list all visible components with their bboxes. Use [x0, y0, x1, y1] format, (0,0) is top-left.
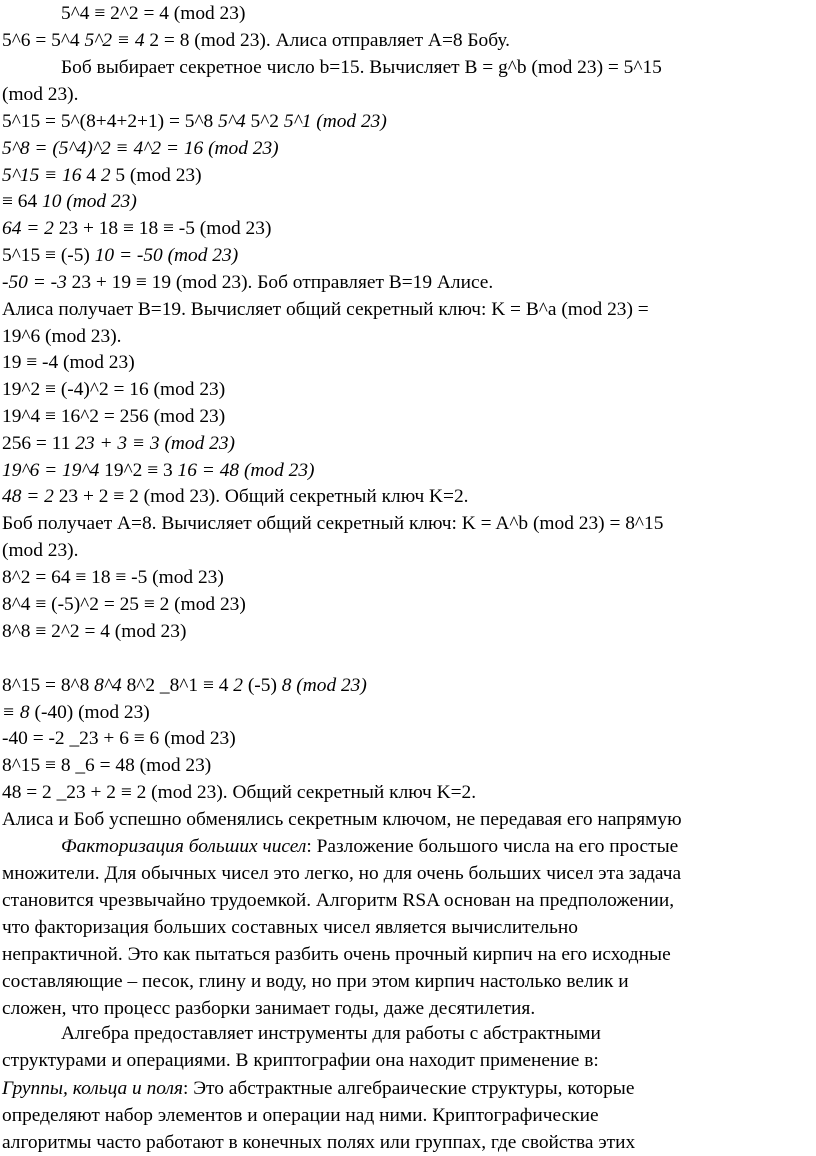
italic-text: -50 = -3 [2, 272, 72, 293]
italic-text: 2 [100, 165, 116, 186]
text-line [2, 376, 802, 403]
line-text: 48 = 2 _23 + 2 ≡ 2 (mod 23). Общий секретный ключ K=2. [2, 782, 477, 803]
line-text: (-40) (mod 23) [34, 702, 150, 723]
text-line [2, 860, 802, 887]
line-text: -40 = -2 _23 + 6 ≡ 6 (mod 23) [2, 728, 236, 749]
text-line [61, 833, 802, 860]
italic-text: 5^8 = (5^4)^2 ≡ 4^2 = 16 (mod 23) [2, 138, 279, 159]
line-text: 19^4 ≡ 16^2 = 256 (mod 23) [2, 406, 226, 427]
text-line [2, 349, 802, 376]
line-text: Алиса и Боб успешно обменялись секретным ключом, не передавая его напрямую [2, 809, 682, 830]
text-line [2, 323, 802, 350]
text-line [2, 672, 802, 699]
italic-text: 48 = 2 [2, 486, 59, 507]
text-line [2, 752, 802, 779]
italic-text: Факторизация больших чисел [61, 836, 307, 857]
line-text: 8^8 ≡ 2^2 = 4 (mod 23) [2, 621, 187, 642]
text-line [2, 135, 802, 162]
italic-text: 19^6 = 19^4 [2, 460, 105, 481]
italic-text: 8^4 [94, 675, 127, 696]
line-text: 8^2 = 64 ≡ 18 ≡ -5 (mod 23) [2, 567, 224, 588]
line-text: : Это абстрактные алгебраические структуры, которые [182, 1078, 635, 1099]
line-text: 23 + 19 ≡ 19 (mod 23). Боб отправляет B=19 Алисе. [71, 272, 494, 293]
text-line [2, 242, 802, 269]
text-line [2, 887, 802, 914]
line-text: Боб получает A=8. Вычисляет общий секретный ключ: K = A^b (mod 23) = 8^15 [2, 513, 664, 534]
line-text: сложен, что процесс разборки занимает годы, даже десятилетия. [2, 998, 536, 1019]
text-line [2, 941, 802, 968]
italic-text: 2 [233, 675, 248, 696]
text-line [2, 269, 802, 296]
text-line [2, 1102, 802, 1129]
line-text: 5^4 ≡ 2^2 = 4 (mod 23) [61, 3, 246, 24]
line-text: множители. Для обычных чисел это легко, но для очень больших чисел эта задача [2, 863, 682, 884]
text-line [2, 108, 802, 135]
line-text: определяют набор элементов и операции над ними. Криптографические [2, 1105, 599, 1126]
italic-text: ≡ 8 [2, 702, 35, 723]
text-line [2, 806, 802, 833]
line-text: (-5) [247, 675, 282, 696]
line-text: ≡ 64 [2, 191, 43, 212]
text-line [2, 779, 802, 806]
italic-text: 10 = -50 (mod 23) [94, 245, 239, 266]
italic-text: 5^4 [218, 111, 251, 132]
italic-text: 5^2 ≡ 4 [84, 30, 150, 51]
line-text: : Разложение большого числа на его простые [306, 836, 679, 857]
line-text: 23 + 2 ≡ 2 (mod 23). Общий секретный ключ K=2. [58, 486, 469, 507]
line-text: структурами и операциями. В криптографии она находит применение в: [2, 1050, 599, 1071]
line-text: 23 + 18 ≡ 18 ≡ -5 (mod 23) [58, 218, 272, 239]
line-text: 4 [86, 165, 101, 186]
text-line [2, 430, 802, 457]
line-text: 5^2 [250, 111, 284, 132]
text-line [2, 510, 802, 537]
text-line [2, 403, 802, 430]
line-text: Алиса получает B=19. Вычисляет общий секретный ключ: K = B^a (mod 23) = [2, 299, 649, 320]
line-text: становится чрезвычайно трудоемкой. Алгоритм RSA основан на предположении, [2, 890, 675, 911]
line-text: что факторизация больших составных чисел является вычислительно [2, 917, 578, 938]
line-text: 5^15 ≡ (-5) [2, 245, 95, 266]
italic-text: 23 + 3 ≡ 3 (mod 23) [75, 433, 235, 454]
line-text: Боб выбирает секретное число b=15. Вычисляет B = g^b (mod 23) = 5^15 [61, 57, 662, 78]
text-line [2, 1047, 802, 1074]
italic-text: 5^15 ≡ 16 [2, 165, 87, 186]
text-line [2, 699, 802, 726]
line-text: 19^6 (mod 23). [2, 326, 122, 347]
text-line [61, 0, 802, 27]
italic-text: 10 (mod 23) [42, 191, 137, 212]
text-line [2, 968, 802, 995]
text-line [61, 54, 802, 81]
line-text: 5^15 = 5^(8+4+2+1) = 5^8 [2, 111, 219, 132]
line-text: (mod 23). [2, 84, 79, 105]
text-line [2, 1075, 802, 1102]
text-line [2, 537, 802, 564]
line-text: составляющие – песок, глину и воду, но при этом кирпич настолько велик и [2, 971, 629, 992]
italic-text: 64 = 2 [2, 218, 59, 239]
line-text: 5 (mod 23) [115, 165, 202, 186]
text-line [2, 618, 802, 645]
line-text: 2 = 8 (mod 23). Алиса отправляет A=8 Бобу. [149, 30, 510, 51]
line-text: 8^2 _8^1 ≡ 4 [126, 675, 234, 696]
text-line [2, 162, 802, 189]
line-text: 8^15 = 8^8 [2, 675, 95, 696]
text-line [2, 914, 802, 941]
text-line [2, 591, 802, 618]
line-text: 19^2 ≡ 3 [104, 460, 178, 481]
line-text: алгоритмы часто работают в конечных полях или группах, где свойства этих [2, 1132, 636, 1153]
text-line [2, 725, 802, 752]
text-line [2, 457, 802, 484]
line-text: 5^6 = 5^4 [2, 30, 85, 51]
text-line [2, 81, 802, 108]
text-line [2, 188, 802, 215]
line-text: непрактичной. Это как пытаться разбить очень прочный кирпич на его исходные [2, 944, 671, 965]
line-text: 8^4 ≡ (-5)^2 = 25 ≡ 2 (mod 23) [2, 594, 246, 615]
line-text: (mod 23). [2, 540, 79, 561]
italic-text: Группы, кольца и поля [2, 1078, 183, 1099]
italic-text: 5^1 (mod 23) [283, 111, 387, 132]
line-text: Алгебра предоставляет инструменты для работы с абстрактными [61, 1023, 601, 1044]
italic-text: 16 = 48 (mod 23) [177, 460, 315, 481]
line-text: 19 ≡ -4 (mod 23) [2, 352, 135, 373]
text-line [2, 1129, 802, 1156]
text-line [61, 1020, 802, 1047]
line-text: 19^2 ≡ (-4)^2 = 16 (mod 23) [2, 379, 226, 400]
text-line [2, 483, 802, 510]
italic-text: 8 (mod 23) [281, 675, 367, 696]
text-line [2, 27, 802, 54]
text-line [2, 995, 802, 1022]
text-line [2, 564, 802, 591]
text-line [2, 296, 802, 323]
text-line [2, 215, 802, 242]
line-text: 8^15 ≡ 8 _6 = 48 (mod 23) [2, 755, 212, 776]
line-text: 256 = 11 [2, 433, 76, 454]
